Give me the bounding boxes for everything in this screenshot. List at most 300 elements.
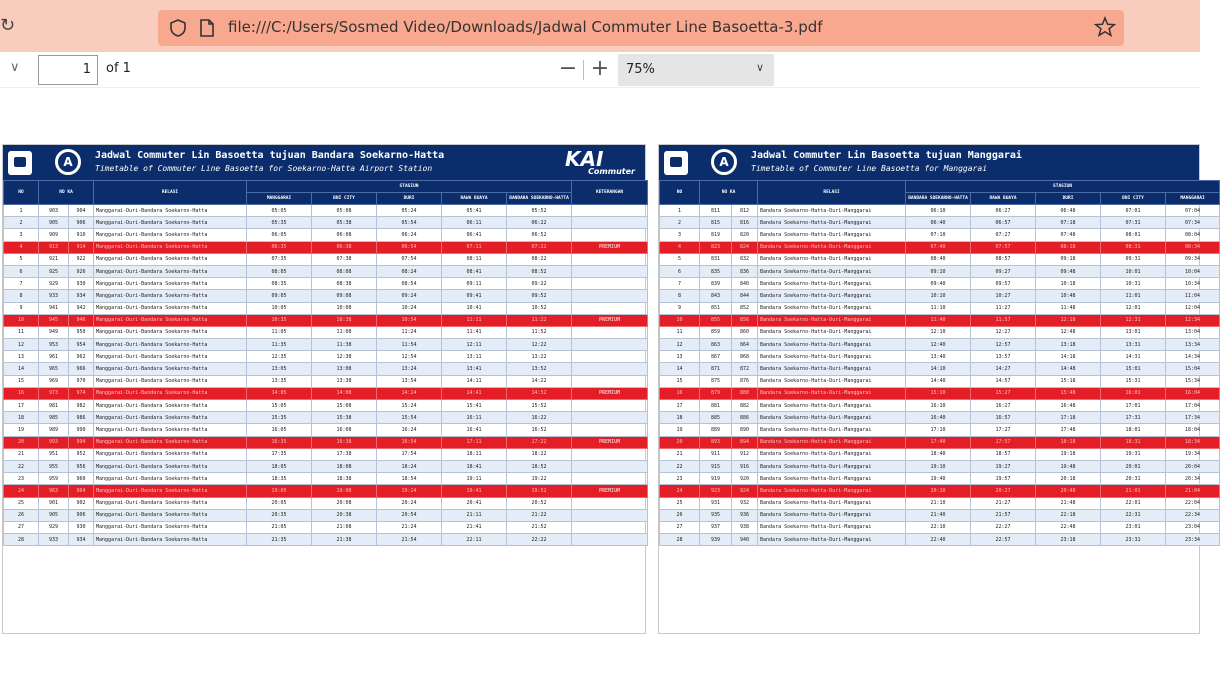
table-cell: 18:35 [247,473,312,485]
reload-icon[interactable]: ↻ [0,15,16,36]
table-cell: 07:57 [971,241,1036,253]
table-cell: 867 [700,351,732,363]
table-row [660,485,1220,497]
table-cell: 09:41 [442,290,507,302]
table-row [660,339,1220,351]
table-cell: 954 [69,339,94,351]
table-cell: 7 [660,278,700,290]
table-cell [572,217,648,229]
table-cell: 15:01 [1101,363,1166,375]
table-cell: 11:48 [1036,302,1101,314]
table-cell: 902 [69,497,94,509]
route-cell: Manggarai-Duri-Bandara Soekarno-Hatta [94,290,247,302]
table-cell: 10:35 [247,314,312,326]
table-cell: 17:01 [1101,400,1166,412]
table-cell [572,302,648,314]
table-cell: 10:31 [1101,278,1166,290]
table-cell: 1 [4,205,39,217]
table-cell: 10:08 [312,302,377,314]
table-cell: 07:27 [971,229,1036,241]
table-cell: 949 [39,326,69,338]
table-cell: 6 [660,265,700,277]
table-cell: 14:27 [971,363,1036,375]
timetable-sheet-manggarai [658,144,1205,634]
table-cell: 18:18 [1036,436,1101,448]
table-cell: 12 [660,339,700,351]
table-cell: 21:41 [442,521,507,533]
table-row [4,351,648,363]
table-cell: 21:11 [442,509,507,521]
table-cell: 19:11 [442,473,507,485]
table-cell: 819 [700,229,732,241]
table-cell: 15:38 [312,412,377,424]
table-row [4,521,648,533]
table-cell: 871 [700,363,732,375]
table-cell: 981 [39,400,69,412]
table-row [660,387,1220,399]
table-cell: 20:52 [507,497,572,509]
table-cell: 13:57 [971,351,1036,363]
table-cell [572,521,648,533]
table-cell [572,290,648,302]
table-cell: 06:52 [507,229,572,241]
table-cell: 08:40 [906,253,971,265]
timetable-table [3,180,648,546]
table-row [4,314,648,326]
table-cell: 05:41 [442,205,507,217]
table-cell [572,460,648,472]
table-cell: 18:22 [507,448,572,460]
chevron-down-icon: ∨ [755,61,764,74]
table-cell: 18:41 [442,460,507,472]
header-row [660,181,1220,193]
table-cell: 21:24 [377,521,442,533]
table-cell: 09:40 [906,278,971,290]
table-cell: 09:11 [442,278,507,290]
table-cell: 951 [39,448,69,460]
table-cell: 21:38 [312,534,377,546]
table-cell: 11:35 [247,339,312,351]
table-cell: 08:57 [971,253,1036,265]
table-cell: 880 [732,387,758,399]
table-cell: 06:38 [312,241,377,253]
table-cell: 06:11 [442,217,507,229]
table-cell: 05:54 [377,217,442,229]
table-cell [572,265,648,277]
table-cell: 904 [69,205,94,217]
col-relasi: RELASI [758,181,906,205]
table-cell: 12:54 [377,351,442,363]
table-cell: 15:54 [377,412,442,424]
route-cell: Manggarai-Duri-Bandara Soekarno-Hatta [94,400,247,412]
zoom-out-button[interactable]: − [558,56,578,81]
table-cell: 19:22 [507,473,572,485]
table-cell: 10:41 [442,302,507,314]
table-cell: 886 [732,412,758,424]
table-cell: 15 [660,375,700,387]
table-cell: 05:05 [247,205,312,217]
table-cell: 950 [69,326,94,338]
table-cell: 16:22 [507,412,572,424]
table-cell: 989 [39,424,69,436]
station-header: BNI CITY [312,193,377,205]
table-cell: 22 [660,460,700,472]
train-icon [8,151,32,175]
table-cell: 21:35 [247,534,312,546]
table-cell: 13:52 [507,363,572,375]
table-cell: 12:31 [1101,314,1166,326]
table-cell: 10:52 [507,302,572,314]
table-cell: 945 [39,314,69,326]
table-cell: 824 [732,241,758,253]
table-cell: 13:04 [1166,326,1220,338]
table-cell: 09:05 [247,290,312,302]
table-cell: 06:08 [312,229,377,241]
table-cell: 19 [660,424,700,436]
table-cell: 05:08 [312,205,377,217]
table-cell: 815 [700,217,732,229]
table-row [660,412,1220,424]
table-cell: 09:31 [1101,253,1166,265]
table-cell: 12:18 [1036,314,1101,326]
table-cell: 17:35 [247,448,312,460]
table-cell: 12:35 [247,351,312,363]
table-cell: 23 [4,473,39,485]
table-cell: 14 [4,363,39,375]
table-cell: 13 [660,351,700,363]
col-stasiun: STASIUN [247,181,572,193]
table-cell: 08:22 [507,253,572,265]
table-cell: 22:57 [971,534,1036,546]
table-cell: 20:48 [1036,485,1101,497]
table-cell: 22:34 [1166,509,1220,521]
table-cell: 11:24 [377,326,442,338]
table-cell: 15:05 [247,400,312,412]
route-cell: Manggarai-Duri-Bandara Soekarno-Hatta [94,326,247,338]
table-cell: 20:31 [1101,473,1166,485]
table-cell: 924 [732,485,758,497]
table-cell: 07:04 [1166,205,1220,217]
table-cell: 09:57 [971,278,1036,290]
table-cell: 7 [4,278,39,290]
route-cell: Bandara Soekarno-Hatta-Duri-Manggarai [758,436,906,448]
table-cell: 19:34 [1166,448,1220,460]
table-cell: 08:41 [442,265,507,277]
table-cell: 10:04 [1166,265,1220,277]
table-cell [572,412,648,424]
table-cell: 960 [69,473,94,485]
chevron-down-icon[interactable]: ∨ [10,60,20,75]
table-row [660,424,1220,436]
table-row [660,400,1220,412]
table-cell: 08:04 [1166,229,1220,241]
table-cell: 21:54 [377,534,442,546]
table-cell: 06:24 [377,229,442,241]
table-cell: PREMIUM [572,485,648,497]
table-cell: 852 [732,302,758,314]
table-cell: 941 [39,302,69,314]
table-cell: 08:08 [312,265,377,277]
route-cell: Manggarai-Duri-Bandara Soekarno-Hatta [94,241,247,253]
table-cell: 14:34 [1166,351,1220,363]
table-cell: 906 [69,217,94,229]
table-cell: 14:48 [1036,363,1101,375]
table-cell: 933 [39,290,69,302]
train-icon [664,151,688,175]
table-cell: 938 [732,521,758,533]
table-cell: 07:11 [442,241,507,253]
table-cell: 933 [39,534,69,546]
table-cell: 15:48 [1036,387,1101,399]
table-row [660,229,1220,241]
station-header: RAWA BUAYA [971,193,1036,205]
table-cell: 21 [660,448,700,460]
table-cell: 11 [4,326,39,338]
table-cell: 06:22 [507,217,572,229]
station-header: MANGGARAI [1166,193,1220,205]
table-cell: 18:57 [971,448,1036,460]
table-cell: 23 [660,473,700,485]
table-cell: 09:18 [1036,253,1101,265]
table-cell: 23:18 [1036,534,1101,546]
table-cell: 811 [700,205,732,217]
table-cell: 21:22 [507,509,572,521]
col-no-ka: NO KA [39,181,94,205]
table-cell: 881 [700,400,732,412]
route-cell: Bandara Soekarno-Hatta-Duri-Manggarai [758,412,906,424]
sheet-subtitle: Timetable of Commuter Line Basoetta for Manggarai [751,164,988,173]
table-cell: 14 [660,363,700,375]
table-cell: 17:34 [1166,412,1220,424]
table-cell: 22:11 [442,534,507,546]
route-cell: Bandara Soekarno-Hatta-Duri-Manggarai [758,363,906,375]
col-relasi: RELASI [94,181,247,205]
table-cell: 929 [39,278,69,290]
table-cell: 18:40 [906,448,971,460]
table-cell: 912 [732,448,758,460]
table-cell: 16:54 [377,436,442,448]
table-cell: 1 [660,205,700,217]
logo-sub: Commuter [588,167,635,176]
table-cell: 23:01 [1101,521,1166,533]
table-cell: 19:10 [906,460,971,472]
table-cell: 08:18 [1036,241,1101,253]
table-cell: 13:11 [442,351,507,363]
table-cell: 959 [39,473,69,485]
table-cell [572,448,648,460]
table-cell: 14:18 [1036,351,1101,363]
table-cell: 5 [660,253,700,265]
table-cell: 12:57 [971,339,1036,351]
table-cell: 855 [700,314,732,326]
table-cell: 19:48 [1036,460,1101,472]
shield-icon[interactable] [168,18,188,38]
table-cell: 16:05 [247,424,312,436]
table-cell: 07:10 [906,229,971,241]
table-cell: 16:52 [507,424,572,436]
route-cell: Bandara Soekarno-Hatta-Duri-Manggarai [758,387,906,399]
table-cell: 28 [660,534,700,546]
sheet-subtitle: Timetable of Commuter Line Basoetta for Soekarno-Hatta Airport Station [95,164,433,173]
table-row [4,339,648,351]
table-cell: 831 [700,253,732,265]
table-cell: 22 [4,460,39,472]
route-cell: Bandara Soekarno-Hatta-Duri-Manggarai [758,253,906,265]
table-cell: 17 [660,400,700,412]
table-cell: 17:22 [507,436,572,448]
table-cell: 3 [660,229,700,241]
table-cell: 11:08 [312,326,377,338]
table-cell: 11:40 [906,314,971,326]
table-cell: 05:52 [507,205,572,217]
table-cell: 11:11 [442,314,507,326]
table-cell: 20:05 [247,497,312,509]
table-cell: 08:38 [312,278,377,290]
table-cell: 823 [700,241,732,253]
table-cell [572,534,648,546]
route-cell: Manggarai-Duri-Bandara Soekarno-Hatta [94,485,247,497]
table-cell: 935 [700,509,732,521]
table-row [660,509,1220,521]
table-row [4,412,648,424]
table-cell [572,375,648,387]
table-cell: 08:52 [507,265,572,277]
sheet-title: Jadwal Commuter Lin Basoetta tujuan Bandara Soekarno-Hatta [95,150,445,161]
table-cell: 942 [69,302,94,314]
table-cell: 820 [732,229,758,241]
table-cell: 20:35 [247,509,312,521]
table-cell: 13:01 [1101,326,1166,338]
table-cell: 12:01 [1101,302,1166,314]
table-cell: 12:40 [906,339,971,351]
table-cell: 19:52 [507,485,572,497]
table-cell: 11:41 [442,326,507,338]
table-cell: 22:48 [1036,521,1101,533]
table-cell: 15:24 [377,400,442,412]
table-cell: 12:34 [1166,314,1220,326]
table-cell: 910 [69,229,94,241]
table-cell: 14:57 [971,375,1036,387]
table-cell: 10:01 [1101,265,1166,277]
table-cell: 13:54 [377,375,442,387]
table-cell: 16:11 [442,412,507,424]
table-cell: 07:31 [1101,217,1166,229]
table-row [4,265,648,277]
table-cell: 06:57 [971,217,1036,229]
table-cell: 964 [69,485,94,497]
table-cell: 13 [4,351,39,363]
table-cell: 18:38 [312,473,377,485]
route-cell: Manggarai-Duri-Bandara Soekarno-Hatta [94,424,247,436]
table-row [4,424,648,436]
table-cell: 13:05 [247,363,312,375]
route-cell: Bandara Soekarno-Hatta-Duri-Manggarai [758,448,906,460]
table-cell: 22:40 [906,534,971,546]
route-cell: Bandara Soekarno-Hatta-Duri-Manggarai [758,351,906,363]
table-cell: 19:08 [312,485,377,497]
table-cell: 890 [732,424,758,436]
table-cell: 28 [4,534,39,546]
table-cell: 18 [660,412,700,424]
sheet-title: Jadwal Commuter Lin Basoetta tujuan Manggarai [751,150,1022,161]
route-cell: Bandara Soekarno-Hatta-Duri-Manggarai [758,302,906,314]
route-cell: Bandara Soekarno-Hatta-Duri-Manggarai [758,424,906,436]
station-header: DURI [377,193,442,205]
table-cell: 859 [700,326,732,338]
table-cell: 961 [39,351,69,363]
station-header: BANDARA SOEKARNO-HATTA [906,193,971,205]
route-cell: Manggarai-Duri-Bandara Soekarno-Hatta [94,363,247,375]
table-cell: 836 [732,265,758,277]
address-bar[interactable] [158,10,1124,46]
bookmark-star-icon[interactable] [1094,16,1116,38]
route-cell: Manggarai-Duri-Bandara Soekarno-Hatta [94,314,247,326]
route-cell: Bandara Soekarno-Hatta-Duri-Manggarai [758,534,906,546]
table-cell: 920 [732,473,758,485]
col-no-ka: NO KA [700,181,758,205]
table-cell: 876 [732,375,758,387]
table-cell: 982 [69,400,94,412]
page-number-input[interactable]: 1 [38,55,98,85]
table-cell: 20:08 [312,497,377,509]
route-cell: Manggarai-Duri-Bandara Soekarno-Hatta [94,534,247,546]
route-cell: Manggarai-Duri-Bandara Soekarno-Hatta [94,473,247,485]
station-header: BNI CITY [1101,193,1166,205]
table-cell: 27 [660,521,700,533]
table-cell: 17:11 [442,436,507,448]
table-cell: 20:38 [312,509,377,521]
table-cell: 09:10 [906,265,971,277]
zoom-select[interactable] [618,54,774,86]
route-cell: Bandara Soekarno-Hatta-Duri-Manggarai [758,473,906,485]
table-cell: 14:05 [247,387,312,399]
table-cell: 965 [39,363,69,375]
table-cell: 06:35 [247,241,312,253]
table-cell: 16:48 [1036,400,1101,412]
table-cell: 11:27 [971,302,1036,314]
table-cell: 08:11 [442,253,507,265]
table-cell: 894 [732,436,758,448]
zoom-in-button[interactable]: + [590,56,610,81]
table-cell: 14:22 [507,375,572,387]
table-cell: 18:01 [1101,424,1166,436]
table-cell: 09:52 [507,290,572,302]
table-cell: 22:27 [971,521,1036,533]
table-cell: 10:24 [377,302,442,314]
table-cell: 14:11 [442,375,507,387]
table-cell: 953 [39,339,69,351]
table-cell [572,424,648,436]
table-cell: 20 [4,436,39,448]
table-cell: 2 [4,217,39,229]
table-cell: 16:40 [906,412,971,424]
table-cell: 20:04 [1166,460,1220,472]
table-cell: 2 [660,217,700,229]
table-cell: 923 [700,485,732,497]
table-cell [572,278,648,290]
table-cell: 4 [660,241,700,253]
table-cell: 16:41 [442,424,507,436]
table-cell: 14:08 [312,387,377,399]
table-cell: 913 [39,241,69,253]
table-cell: 05:35 [247,217,312,229]
table-cell: 18:05 [247,460,312,472]
table-cell: PREMIUM [572,436,648,448]
table-cell: 22:01 [1101,497,1166,509]
pdf-toolbar [0,52,1200,88]
table-cell: 06:54 [377,241,442,253]
table-cell: 15:34 [1166,375,1220,387]
